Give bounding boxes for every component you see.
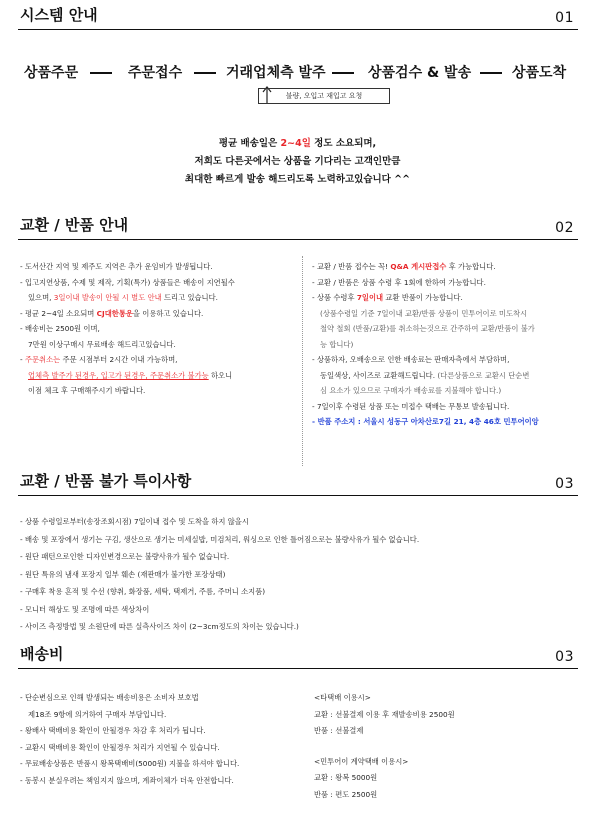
shipping-notes (20, 690, 239, 789)
special-item: - 상품 수령일로부터(송장조회시점) 7일이내 접수 및 도착을 하지 않을시 (20, 517, 249, 526)
exchange-left-line: 이점 체크 후 구매해주시기 바랍니다. (28, 386, 146, 395)
flow-dash (480, 72, 502, 74)
fee-line: 교환 : 왕복 5000원 (314, 773, 378, 782)
special-item: - 구매후 착용 흔적 및 수선 (향취, 화장품, 세탁, 택제거, 주름, 주머니 소지품) (20, 587, 266, 596)
exchange-left-line: - 입고지연상품, 수제 및 제작, 기획(특가) 상품들은 배송이 지연될수 (20, 277, 235, 287)
fee-heading: <타택배 이용시> (314, 693, 371, 702)
shipping-note: - 무료배송상품은 반품시 왕복택배비(5000원) 지불을 하셔야 합니다. (20, 759, 240, 768)
intro-line-2: 저희도 다른곳에서는 상품을 기다리는 고객인만큼 (194, 156, 401, 167)
fee-heading: <민투어이 계약택배 이용시> (314, 756, 409, 766)
exchange-left-line: - 평균 2~4일 소요되며 CJ대한통운을 이용하고 있습니다. (20, 308, 204, 318)
flow-dash (332, 72, 354, 74)
shipping-fees (314, 690, 455, 803)
special-item: - 원단 패턴으로인한 디자인변경으로는 불량사유가 될수 없습니다. (20, 552, 230, 561)
fee-line: 교환 : 선불결제 이용 후 재발송비용 2500원 (314, 709, 455, 719)
system-section-number: 01 (555, 10, 574, 26)
exchange-right-line: 동일색상, 사이즈로 교환해드립니다. (다른상품으로 교환시 단순변 (320, 370, 530, 380)
flow-step-order: 상품주문 (24, 65, 79, 81)
fee-spacer (314, 740, 455, 754)
exchange-left-line: - 주문취소는 주문 시점부터 2시간 이내 가능하며, (20, 355, 178, 364)
exchange-right-line: - 교환 / 반품은 상품 수령 후 1회에 한하여 가능합니다. (312, 277, 486, 287)
shipping-section-title: 배송비 (20, 645, 64, 663)
exchange-right-line: - 7일이후 수령된 상품 또는 미접수 택배는 무통보 발송됩니다. (312, 401, 510, 411)
intro-line-1: 평균 배송일은 2~4일 정도 소요되며, (218, 138, 377, 149)
exchange-right-line: 철약 철회 (반품/교환)를 취소하는것으로 간주하여 교환/반품이 불가 (320, 324, 535, 333)
exchange-right-line: 심 요소가 있으므로 구매자가 배송료를 지불해야 합니다.) (320, 386, 502, 395)
exchange-left-line: 있으며, 3일이내 발송이 안될 시 별도 안내 드리고 있습니다. (28, 293, 218, 302)
flow-note: 불량, 오입고 재입고 요청 (258, 88, 390, 104)
fee-line: 반품 : 선불결제 (314, 726, 364, 735)
exchange-right-line: (상품수령일 기준 7일이내 교환/반품 상품이 민투어이로 미도착시 (320, 308, 528, 318)
exchange-left-column (20, 259, 235, 399)
exchange-right-line: 능 합니다) (320, 339, 354, 349)
flow-step-inspect-ship: 상품검수 & 발송 (368, 65, 472, 81)
column-divider (302, 256, 303, 466)
intro-line-3: 최대한 빠르게 발송 해드리도록 노력하고있습니다 ^^ (184, 174, 411, 185)
shipping-section-number: 03 (555, 649, 574, 665)
exchange-section-number: 02 (555, 220, 574, 236)
exchange-right-column (312, 259, 539, 430)
order-flow (0, 62, 595, 84)
special-item: - 사이즈 측정방법 및 소원단에 따른 실측사이즈 차이 (2~3cm정도의 차이는 있습니다.) (20, 622, 299, 631)
exchange-section-title: 교환 / 반품 안내 (20, 216, 129, 234)
shipping-note: - 동봉시 분실우려는 책임지지 않으며, 계좌이체가 더욱 안전합니다. (20, 775, 234, 785)
system-section-header (18, 4, 578, 30)
exchange-left-line: - 도서산간 지역 및 제주도 지역은 추가 운임비가 발생됩니다. (20, 262, 213, 271)
exchange-right-line: - 상품 수령후 7일이내 교환 반품이 가능합니다. (312, 293, 463, 302)
exchange-right-line: - 상품하자, 오배송으로 인한 배송료는 판매자측에서 부담하며, (312, 355, 510, 364)
special-item: - 원단 특유의 냄새 포장지 일부 훼손 (재판매가 불가한 포장상태) (20, 569, 226, 579)
shipping-note: - 왕배사 택배비용 확인이 안될경우 차감 후 처리가 됩니다. (20, 726, 206, 735)
fee-line: 반품 : 편도 2500원 (314, 789, 378, 799)
flow-step-vendor-order: 거래업체측 발주 (226, 65, 326, 81)
system-section-title: 시스템 안내 (20, 6, 98, 24)
special-section-number: 03 (555, 476, 574, 492)
flow-step-arrival: 상품도착 (512, 65, 567, 81)
special-section-header (18, 470, 578, 496)
delivery-intro (0, 135, 595, 189)
flow-dash (90, 72, 112, 74)
exchange-left-line: 7만원 이상구매시 무료배송 해드리고있습니다. (28, 339, 176, 349)
special-list (20, 513, 419, 636)
return-address: - 반품 주소지 : 서울시 성동구 아차산로7길 21, 4층 46호 민투어이앙 (312, 417, 539, 426)
shipping-note: - 단순변심으로 인해 발생되는 배송비용은 소비자 보호법 (20, 693, 199, 702)
flow-step-receipt: 주문접수 (128, 65, 183, 81)
exchange-right-line: - 교환 / 반품 접수는 꼭! Q&A 게시판접수 후 가능합니다. (312, 262, 496, 271)
shipping-note: 제18조 9항에 의거하여 구매자 부담입니다. (28, 709, 167, 719)
special-item: - 모니터 해상도 및 조명에 따른 색상차이 (20, 604, 150, 614)
special-item: - 배송 및 포장에서 생기는 구김, 생산으로 생기는 미세실밥, 미검처리, 워싱으로 인한 틀어짐으로는 불량사유가 될수 없습니다. (20, 534, 420, 544)
shipping-section-header (18, 643, 578, 669)
exchange-section-header (18, 214, 578, 240)
special-section-title: 교환 / 반품 불가 특이사항 (20, 472, 192, 490)
exchange-left-line: - 배송비는 2500원 이며, (20, 324, 100, 333)
shipping-note: - 교환시 택배비용 확인이 안될경우 처리가 지연될 수 있습니다. (20, 742, 220, 752)
flow-dash (194, 72, 216, 74)
exchange-left-line: 업체측 발주가 된경우, 입고가 된경우, 주문취소가 불가능 하오니 (28, 370, 233, 380)
